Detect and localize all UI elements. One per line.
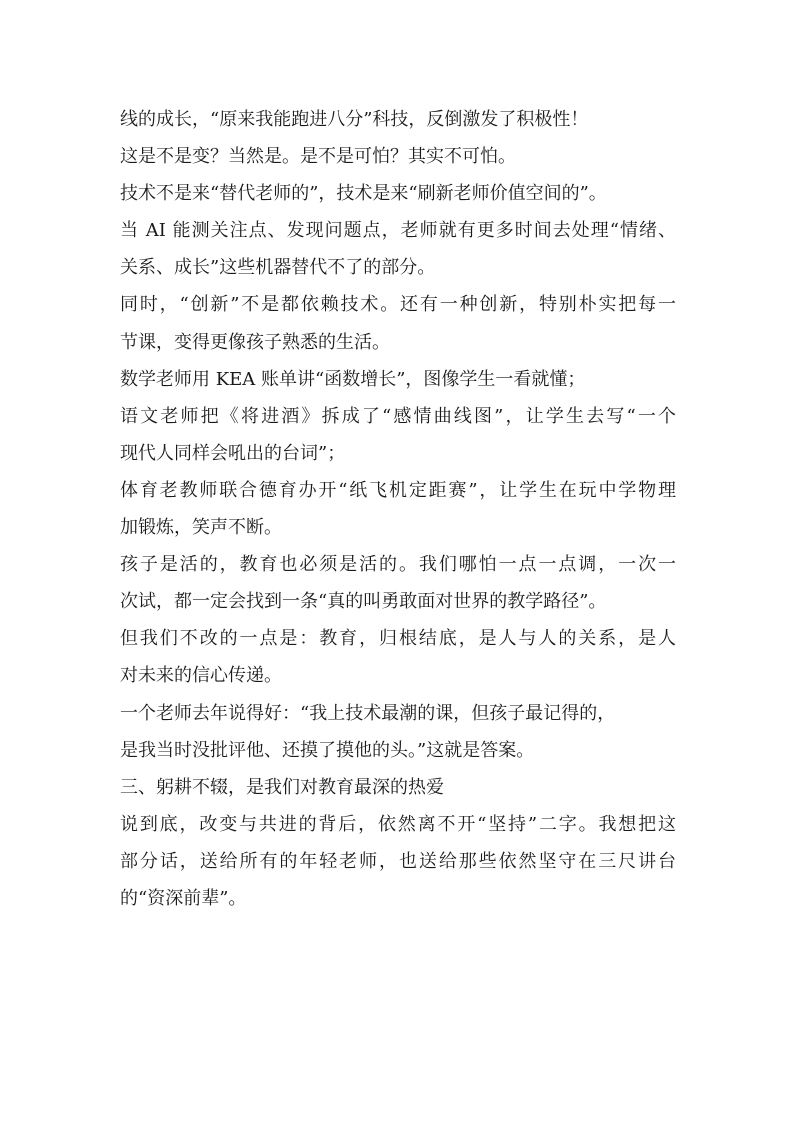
text-line: 节课，变得更像孩子熟悉的生活。: [120, 331, 390, 353]
text-line: 说到底，改变与共进的背后，依然离不开“坚持”二字。我想把这: [120, 813, 676, 835]
text-line: 部分话，送给所有的年轻老师，也送给那些依然坚守在三尺讲台: [120, 850, 676, 872]
text-line: 对未来的信心传递。: [120, 665, 282, 687]
text-line: 语文老师把《将进酒》拆成了“感情曲线图”，让学生去写“一个: [120, 405, 676, 427]
document-body: [120, 101, 676, 917]
text-line: 同时，“创新”不是都依赖技术。还有一种创新，特别朴实把每一: [120, 294, 676, 316]
text-line: 技术不是来“替代老师的”，技术是来“刷新老师价值空间的”。: [120, 183, 607, 205]
text-line: 孩子是活的，教育也必须是活的。我们哪怕一点一点调，一次一: [120, 554, 676, 576]
section-heading: 三、躬耕不辍，是我们对教育最深的热爱: [120, 776, 444, 798]
text-line: 的“资深前辈”。: [120, 887, 247, 909]
text-line: 当 AI 能测关注点、发现问题点，老师就有更多时间去处理“情绪、: [120, 220, 676, 242]
text-line: 加锻炼，笑声不断。: [120, 517, 282, 539]
text-line: 关系、成长”这些机器替代不了的部分。: [120, 257, 436, 279]
text-line: 数学老师用 KEA 账单讲“函数增长”，图像学生一看就懂；: [120, 368, 586, 390]
text-line: 是我当时没批评他、还摸了摸他的头。”这就是答案。: [120, 739, 535, 761]
text-line: 现代人同样会吼出的台词”；: [120, 442, 346, 464]
text-line: 体育老教师联合德育办开“纸飞机定距赛”，让学生在玩中学物理: [120, 479, 676, 501]
text-line: 但我们不改的一点是：教育，归根结底，是人与人的关系，是人: [120, 628, 676, 650]
text-line: 这是不是变？当然是。是不是可怕？其实不可怕。: [120, 146, 516, 168]
text-line: 次试，都一定会找到一条“真的叫勇敢面对世界的教学路径”。: [120, 591, 607, 613]
text-line: 一个老师去年说得好：“我上技术最潮的课，但孩子最记得的，: [120, 702, 616, 724]
text-line: 线的成长，“原来我能跑进八分”科技，反倒激发了积极性！: [120, 109, 589, 130]
